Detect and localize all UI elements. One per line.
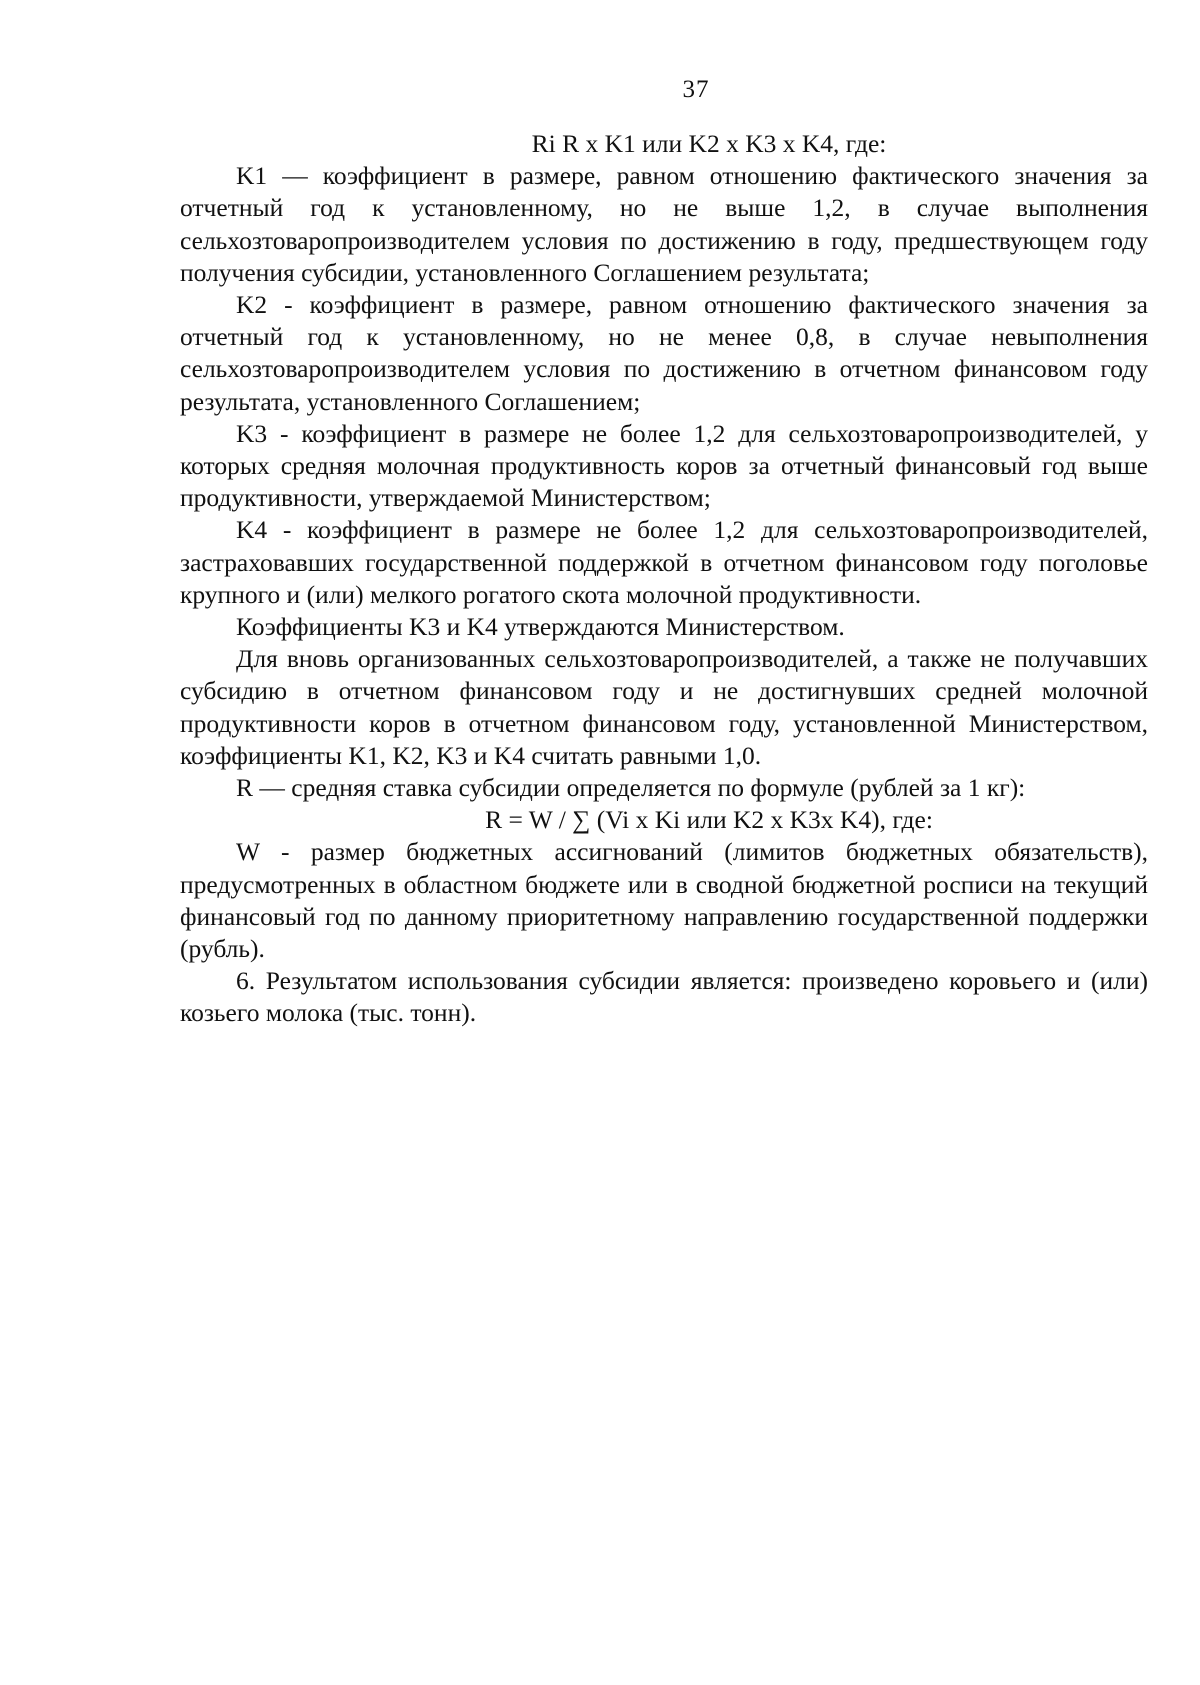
paragraph-k4: K4 - коэффициент в размере не более 1,2 для сельхозтоваропроизводителей, застраховавших государственной поддержкой в отчетном финансовом году поголовье крупного и (или) мелкого рогатого скота молочной продуктивности. — [180, 515, 1148, 609]
paragraph-result: 6. Результатом использования субсидии является: произведено коровьего и (или) козьего молока (тыс. тонн). — [180, 966, 1148, 1028]
paragraph-new-producers: Для вновь организованных сельхозтоваропроизводителей, а также не получавших субсидию в отчетном финансовом году и не достигнувших средней молочной продуктивности коров в отчетном финансовом году, установленной Министерством, коэффициенты K1, K2, K3 и K4 считать равными 1,0. — [180, 644, 1148, 770]
paragraph-k1: K1 — коэффициент в размере, равном отношению фактического значения за отчетный год к установленному, но не выше 1,2, в случае выполнения сельхозтоваропроизводителем условия по достижению в году, предшествующем году получения субсидии, установленного Соглашением результата; — [180, 161, 1148, 287]
paragraph-k2: K2 - коэффициент в размере, равном отношению фактического значения за отчетный год к установленному, но не менее 0,8, в случае невыполнения сельхозтоваропроизводителем условия по достижению в отчетном финансовом году результата, установленного Соглашением; — [180, 290, 1148, 416]
paragraph-k3-k4-approved: Коэффициенты K3 и K4 утверждаются Министерством. — [236, 612, 845, 642]
paragraph-w-definition: W - размер бюджетных ассигнований (лимитов бюджетных обязательств), предусмотренных в областном бюджете или в сводной бюджетной росписи на текущий финансовый год по данному приоритетному направлению государственной поддержки (рубль). — [180, 837, 1148, 964]
paragraph-r-definition: R — средняя ставка субсидии определяется по формуле (рублей за 1 кг): — [236, 773, 1026, 803]
page-number: 37 — [682, 76, 710, 103]
paragraph-k3: K3 - коэффициент в размере не более 1,2 для сельхозтоваропроизводителей, у которых средняя молочная продуктивность коров за отчетный финансовый год выше продуктивности, утверждаемой Министерством; — [180, 418, 1148, 513]
formula-r: R = W / ∑ (Vi x Ki или K2 x K3x K4), где: — [485, 805, 933, 835]
document-body — [180, 128, 1148, 1030]
formula-ri: Ri R x K1 или K2 x K3 x K4, где: — [531, 129, 887, 158]
